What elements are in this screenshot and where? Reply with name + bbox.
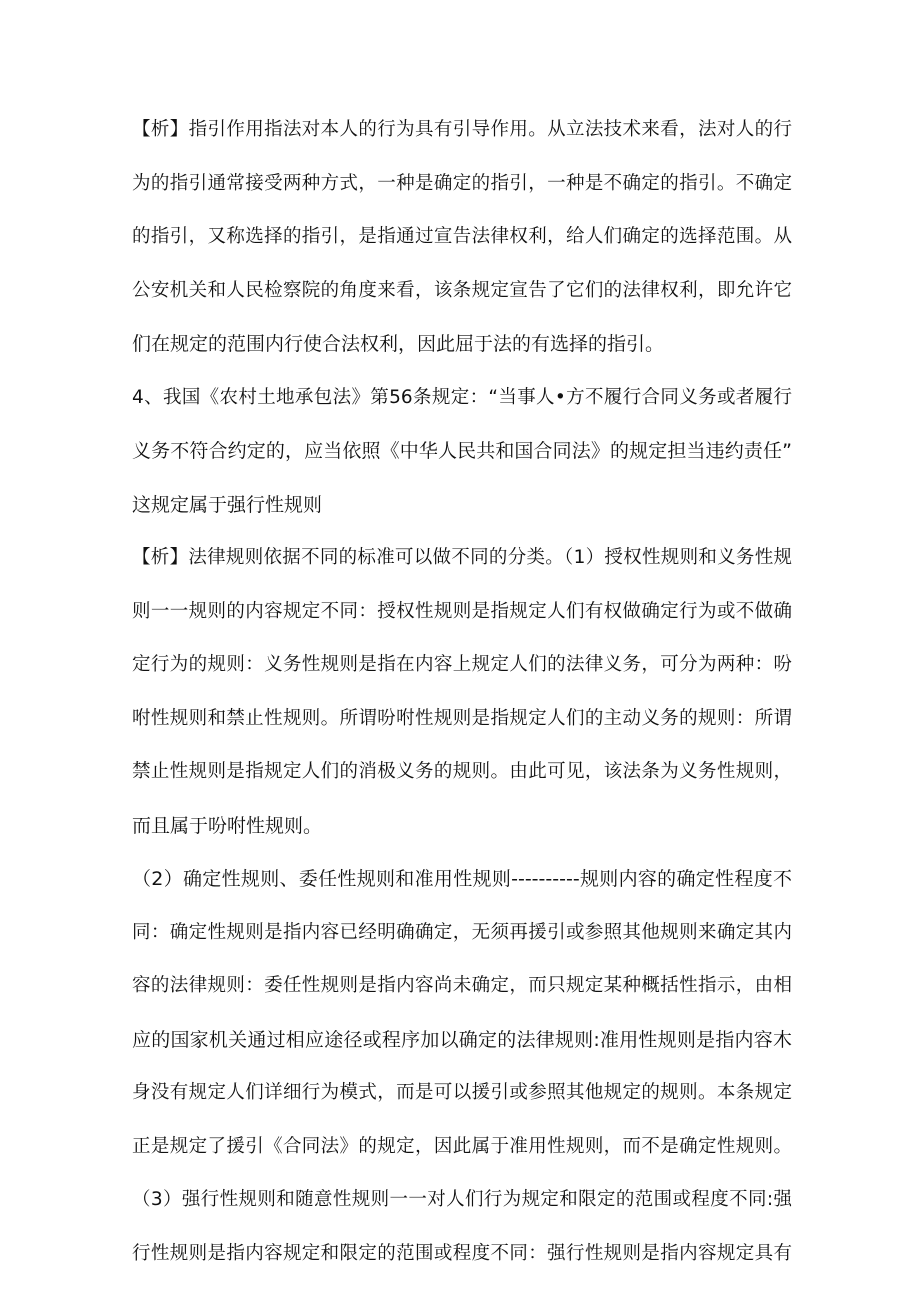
text-line: 咐性规则和禁止性规则。所谓吩咐性规则是指规定人们的主动义务的规则：所谓 [132,708,792,729]
text-line: 定行为的规则：义务性规则是指在内容上规定人们的法律义务，可分为两种：吩 [132,654,792,675]
text-line: 正是规定了援引《合同法》的规定，因此属于准用性规则，而不是确定性规则。 [132,1136,792,1157]
text-line: 【析】指引作用指法对本人的行为具有引导作用。从立法技术来看，法对人的行 [132,119,792,140]
text-line: 身没有规定人们详细行为模式，而是可以援引或参照其他规定的规则。本条规定 [132,1082,792,1103]
text-line: 则一一规则的内容规定不同：授权性规则是指规定人们有权做确定行为或不做确 [132,601,792,622]
text-line: 禁止性规则是指规定人们的消极义务的规则。由此可见，该法条为义务性规则， [132,761,792,782]
text-line: 义务不符合约定的，应当依照《中华人民共和国合同法》的规定担当违约责任” [132,440,792,462]
text-line: 们在规定的范围内行使合法权利，因此屈于法的有选择的指引。 [132,333,665,355]
text-line: （2）确定性规则、委任性规则和准用性规则----------规则内容的确定性程度不 [132,868,792,890]
text-line: 这规定属于强行性规则 [132,494,323,516]
text-line: 应的国家机关通过相应途径或程序加以确定的法律规则:准用性规则是指内容木 [132,1029,792,1051]
text-line: 同：确定性规则是指内容已经明确确定，无须再援引或参照其他规则来确定其内 [132,922,792,943]
text-line: 的指引，又称选择的指引，是指通过宣告法律权利，给人们确定的选择范围。从 [132,226,792,247]
text-line: 容的法律规则：委任性规则是指内容尚未确定，而只规定某种概括性指示，由相 [132,975,792,996]
text-line: 行性规则是指内容规定和限定的范围或程度不同：强行性规则是指内容规定具有 [132,1243,792,1264]
text-line: 为的指引通常接受两种方式，一种是确定的指引，一种是不确定的指引。不确定 [132,173,792,194]
text-line: 公安机关和人民检察院的角度来看，该条规定宣告了它们的法律权利，即允许它 [132,280,792,301]
text-line: 【析】法律规则依据不同的标准可以做不同的分类。（1）授权性规则和义务性规 [132,547,792,568]
text-line: 4、我国《农村土地承包法》第56条规定：“当事人•方不履行合同义务或者履行 [132,387,792,408]
text-line: 而且属于吩咐性规则。 [132,815,323,837]
text-line: （3）强行性规则和随意性规则一一对人们行为规定和限定的范围或程度不同:强 [132,1189,792,1210]
